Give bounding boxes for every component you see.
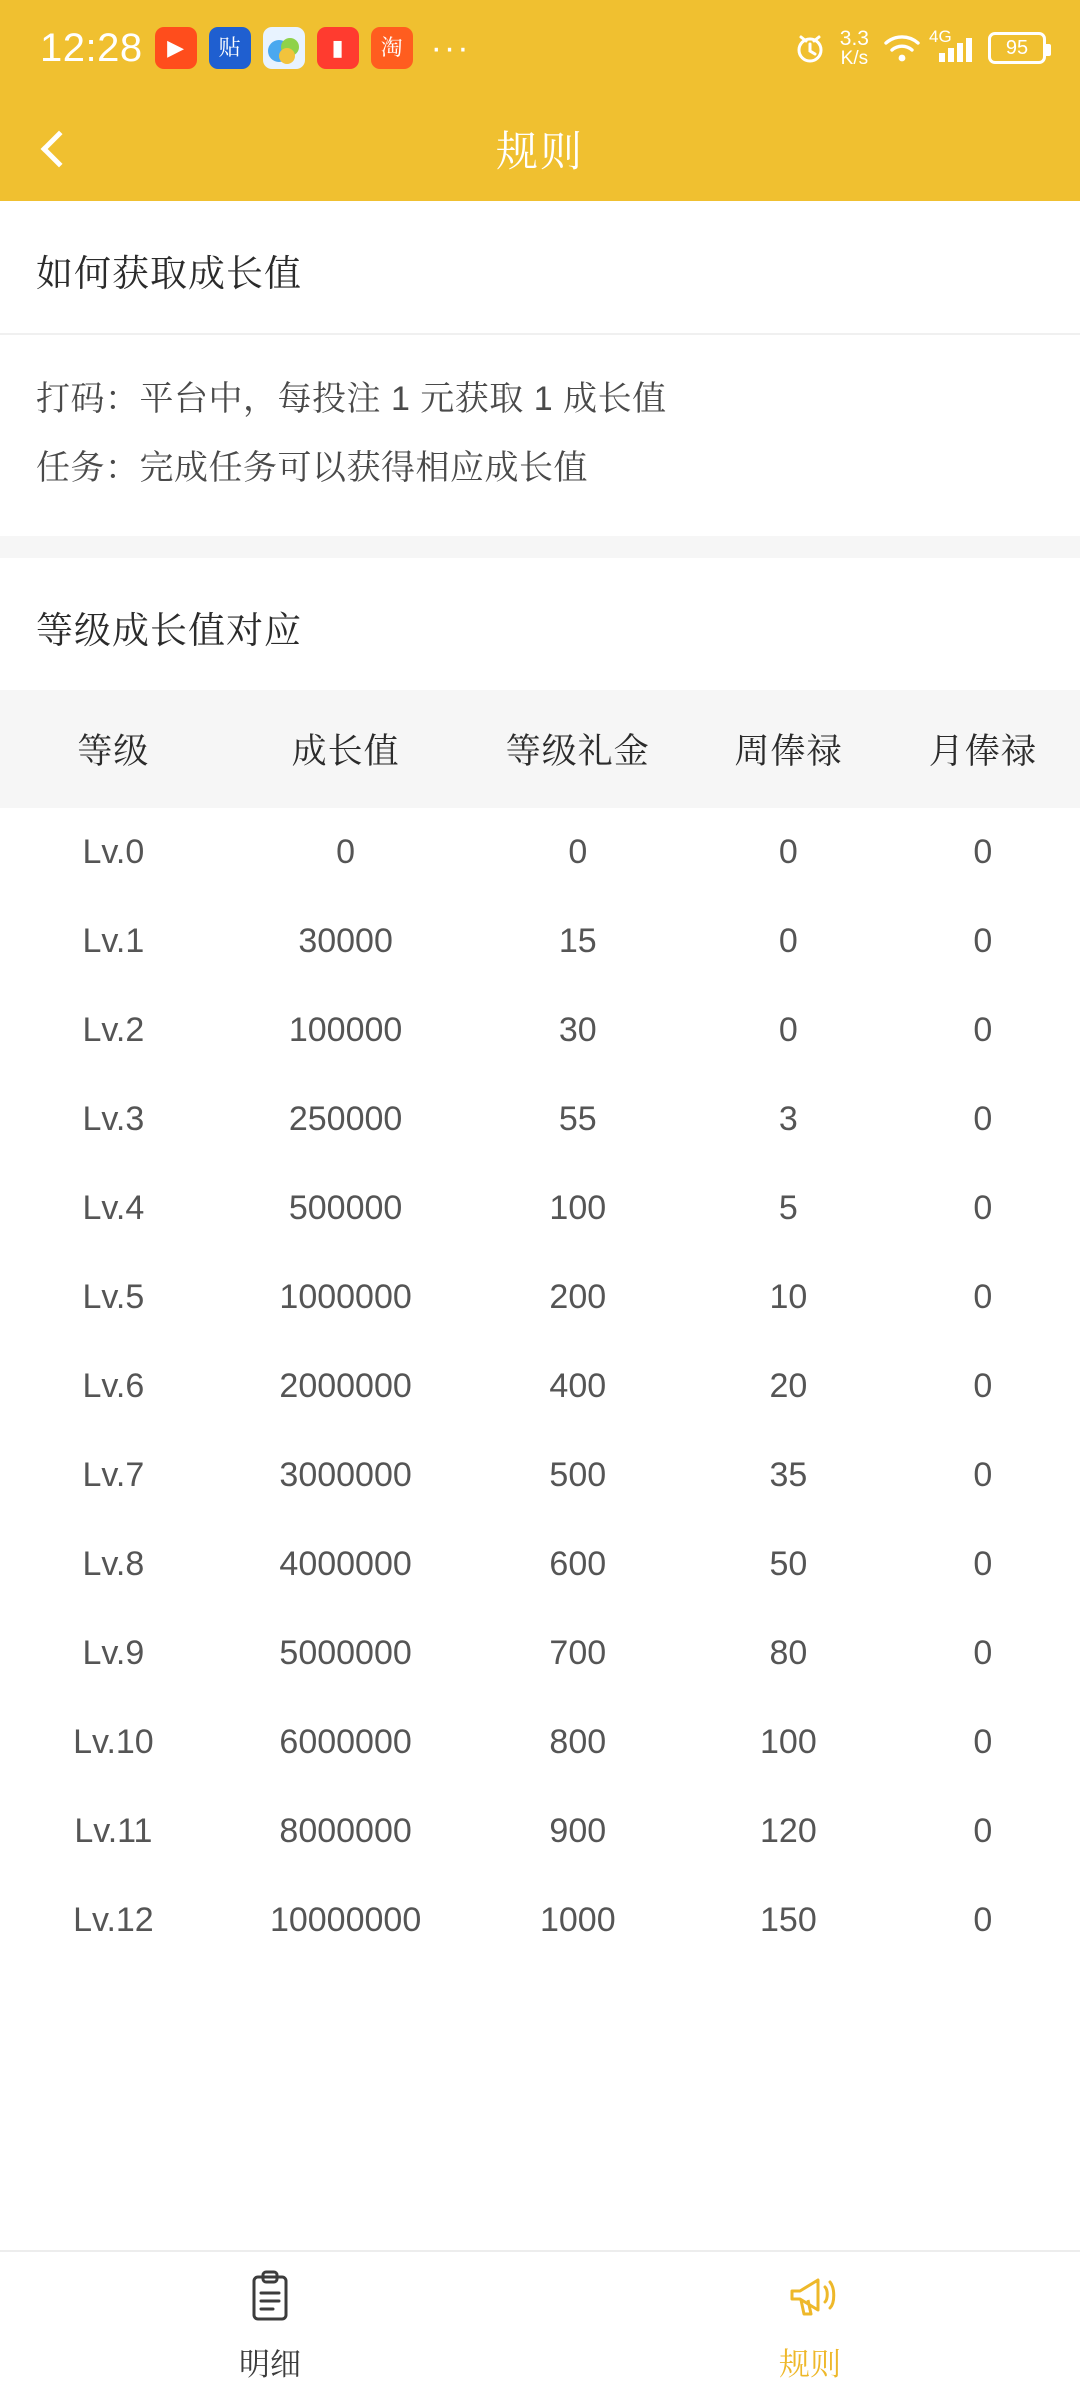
table-row: [0, 986, 1080, 1075]
cell-level: Lv.10: [73, 1723, 154, 1762]
table-row: [0, 1698, 1080, 1787]
back-button[interactable]: [0, 96, 110, 201]
cell-weekly: 0: [778, 922, 798, 961]
wifi-icon: [882, 31, 922, 65]
cell-growth: 5000000: [279, 1634, 412, 1673]
status-overflow-dots: ···: [430, 28, 471, 67]
cell-level: Lv.8: [82, 1545, 145, 1584]
cell-weekly: 80: [769, 1634, 808, 1673]
levels-table-header: [0, 690, 1080, 808]
column-header-level: 等级: [77, 732, 150, 772]
cell-growth: 0: [336, 833, 356, 872]
cell-growth: 2000000: [279, 1367, 412, 1406]
levels-table-body: [0, 808, 1080, 1965]
cell-weekly: 3: [778, 1100, 798, 1139]
status-clock: 12:28: [40, 25, 143, 70]
cell-growth: 500000: [288, 1189, 403, 1228]
cell-weekly: 50: [769, 1545, 808, 1584]
clipboard-icon: [242, 2269, 298, 2325]
cell-level: Lv.5: [82, 1278, 145, 1317]
cell-level: Lv.7: [82, 1456, 145, 1495]
cell-gift: 900: [549, 1812, 607, 1851]
cell-monthly: 0: [973, 922, 993, 961]
table-row: [0, 1431, 1080, 1520]
levels-table: [0, 690, 1080, 1965]
table-row: [0, 1253, 1080, 1342]
cell-weekly: 100: [760, 1723, 817, 1762]
cell-gift: 30: [558, 1011, 597, 1050]
table-row: [0, 1876, 1080, 1965]
cell-growth: 4000000: [279, 1545, 412, 1584]
network-speed: [840, 28, 869, 69]
red-app-icon-glyph: ▮: [331, 35, 344, 60]
cell-level: Lv.0: [82, 833, 145, 872]
cell-monthly: 0: [973, 1456, 993, 1495]
cell-monthly: 0: [973, 833, 993, 872]
chevron-left-icon: [41, 130, 78, 167]
page-title: 规则: [495, 127, 584, 175]
cell-level: Lv.4: [82, 1189, 145, 1228]
video-app-icon-glyph: ▶: [167, 35, 185, 60]
cell-monthly: 0: [973, 1812, 993, 1851]
tab-detail-label: 明细: [239, 2346, 301, 2382]
network-speed-value: 3.3: [839, 26, 869, 50]
cell-growth: 8000000: [279, 1812, 412, 1851]
battery-level-text: 95: [1005, 36, 1029, 59]
signal-4g-label: 4G: [929, 27, 952, 46]
cell-gift: 600: [549, 1545, 607, 1584]
cell-weekly: 10: [769, 1278, 808, 1317]
cell-growth: 1000000: [279, 1278, 412, 1317]
cell-level: Lv.1: [82, 922, 145, 961]
bottom-tab-bar: [0, 2250, 1080, 2400]
tieba-app-icon: [209, 27, 251, 69]
video-app-icon: [155, 27, 197, 69]
cell-monthly: 0: [973, 1011, 993, 1050]
cell-weekly: 20: [769, 1367, 808, 1406]
cell-weekly: 35: [769, 1456, 808, 1495]
rules-list: [0, 335, 1080, 536]
cell-weekly: 0: [778, 833, 798, 872]
cell-weekly: 0: [778, 1011, 798, 1050]
cell-level: Lv.2: [82, 1011, 145, 1050]
table-row: [0, 1520, 1080, 1609]
rule-item: 任务：完成任务可以获得相应成长值: [36, 448, 588, 487]
table-row: [0, 808, 1080, 897]
tab-detail[interactable]: [0, 2252, 540, 2400]
column-header-weekly: 周俸禄: [734, 732, 843, 772]
alarm-clock-icon: [793, 31, 827, 65]
cell-level: Lv.12: [73, 1901, 154, 1940]
status-bar-right: [793, 28, 1046, 69]
tieba-app-icon-glyph: 贴: [218, 35, 241, 60]
cell-level: Lv.11: [74, 1812, 153, 1851]
cell-gift: 800: [549, 1723, 607, 1762]
howto-section-title: 如何获取成长值: [36, 253, 302, 294]
table-row: [0, 1787, 1080, 1876]
cell-gift: 0: [568, 833, 588, 872]
cell-gift: 500: [549, 1456, 607, 1495]
cell-monthly: 0: [973, 1634, 993, 1673]
cell-growth: 100000: [288, 1011, 403, 1050]
cell-level: Lv.9: [82, 1634, 145, 1673]
cell-gift: 55: [558, 1100, 597, 1139]
cell-growth: 3000000: [279, 1456, 412, 1495]
column-header-gift: 等级礼金: [505, 732, 650, 772]
tab-rules-label: 规则: [779, 2346, 841, 2382]
megaphone-icon: [782, 2269, 838, 2325]
section-separator: [0, 536, 1080, 558]
cell-gift: 15: [558, 922, 597, 961]
cell-monthly: 0: [973, 1723, 993, 1762]
table-row: [0, 1342, 1080, 1431]
table-section-title: 等级成长值对应: [36, 610, 302, 652]
cell-gift: 700: [549, 1634, 607, 1673]
cell-weekly: 120: [760, 1812, 817, 1851]
cell-monthly: 0: [973, 1278, 993, 1317]
rule-item: 打码：平台中，每投注 1 元获取 1 成长值: [36, 380, 667, 418]
status-bar: [0, 0, 1080, 96]
cell-monthly: 0: [973, 1901, 993, 1940]
cloud-app-icon: [263, 27, 305, 69]
table-row: [0, 897, 1080, 986]
cell-gift: 100: [549, 1189, 607, 1228]
cell-monthly: 0: [973, 1545, 993, 1584]
cell-growth: 250000: [288, 1100, 403, 1139]
cell-level: Lv.3: [82, 1100, 145, 1139]
taobao-app-icon: [371, 27, 413, 69]
cell-monthly: 0: [973, 1100, 993, 1139]
cell-gift: 400: [549, 1367, 607, 1406]
cell-weekly: 5: [778, 1189, 798, 1228]
table-header-row: [0, 690, 1080, 808]
cell-growth: 10000000: [269, 1901, 422, 1940]
status-bar-left: [40, 26, 471, 71]
table-row: [0, 1609, 1080, 1698]
cell-growth: 6000000: [279, 1723, 412, 1762]
table-row: [0, 1164, 1080, 1253]
cell-growth: 30000: [298, 922, 393, 961]
title-bar: [0, 96, 1080, 201]
table-row: [0, 1075, 1080, 1164]
cell-weekly: 150: [760, 1901, 817, 1940]
tab-rules[interactable]: [540, 2252, 1080, 2400]
battery-icon: [988, 32, 1046, 64]
cell-monthly: 0: [973, 1367, 993, 1406]
red-app-icon: [317, 27, 359, 69]
cell-gift: 200: [549, 1278, 607, 1317]
network-speed-unit: K/s: [840, 48, 869, 70]
signal-4g-icon: [929, 27, 975, 65]
page-content: [0, 201, 1080, 2250]
cell-gift: 1000: [539, 1901, 616, 1940]
cloud-app-icon-svg: [263, 27, 305, 69]
column-header-growth: 成长值: [291, 732, 400, 772]
cell-monthly: 0: [973, 1189, 993, 1228]
column-header-monthly: 月俸禄: [928, 732, 1037, 772]
cell-level: Lv.6: [82, 1367, 145, 1406]
taobao-app-icon-glyph: 淘: [380, 35, 403, 60]
